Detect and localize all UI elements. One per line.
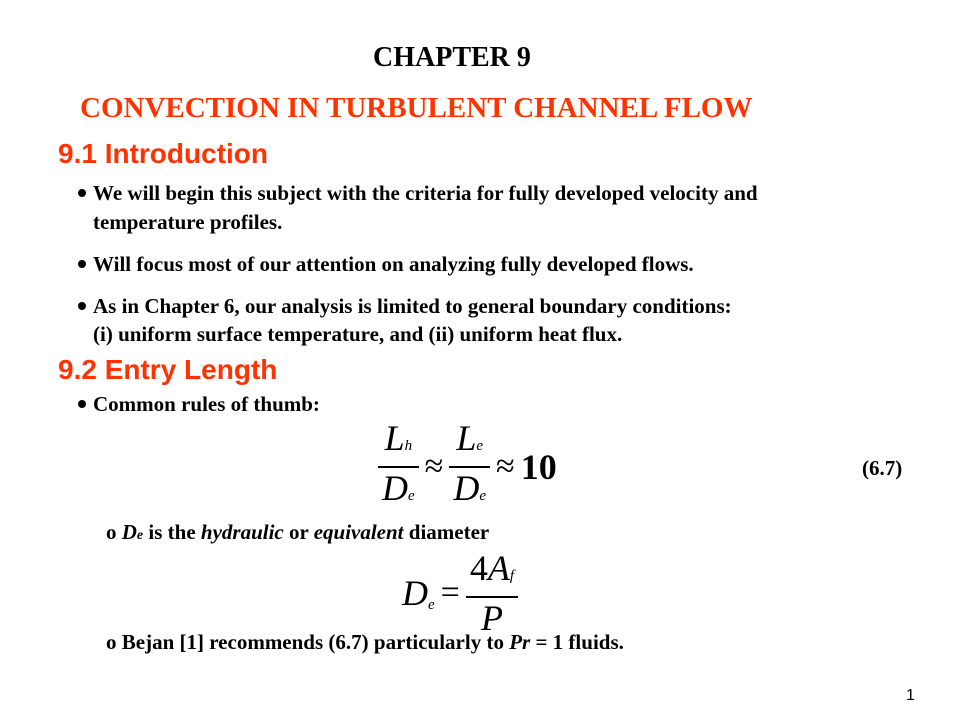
chapter-title: CONVECTION IN TURBULENT CHANNEL FLOW bbox=[80, 92, 753, 124]
section-heading-entry-length: 9.2 Entry Length bbox=[58, 354, 278, 385]
subscript-e: e bbox=[136, 528, 144, 543]
text-equivalent: equivalent bbox=[313, 520, 404, 544]
bullet-item bbox=[78, 294, 732, 319]
text-fragment: or bbox=[283, 520, 314, 544]
bullet-text: Common rules of thumb: bbox=[93, 392, 320, 416]
bullet-continuation: temperature profiles. bbox=[93, 210, 283, 234]
bullet-item bbox=[78, 392, 320, 417]
symbol-D: D bbox=[402, 573, 428, 613]
sub-bullet-marker: o bbox=[106, 520, 117, 544]
approx-sign: ≈ bbox=[496, 448, 515, 485]
bullet-text: We will begin this subject with the criteria for fully developed velocity and bbox=[93, 181, 758, 205]
symbol-L: L bbox=[384, 418, 405, 458]
equation-entry-length bbox=[378, 418, 557, 516]
fraction-le-over-de bbox=[449, 418, 490, 516]
value-ten: 10 bbox=[520, 447, 557, 487]
bullet-dot-icon bbox=[78, 400, 86, 408]
sub-bullet-hydraulic-diameter bbox=[106, 520, 489, 545]
symbol-Pr: Pr bbox=[509, 630, 531, 654]
text-fragment: = 1 fluids. bbox=[530, 630, 624, 654]
section-heading-introduction: 9.1 Introduction bbox=[58, 138, 268, 169]
symbol-A: A bbox=[487, 548, 510, 588]
text-fragment: diameter bbox=[403, 520, 490, 544]
coefficient-4: 4 bbox=[469, 548, 488, 588]
symbol-D: D bbox=[121, 520, 137, 544]
text-fragment: is the bbox=[143, 520, 201, 544]
approx-sign: ≈ bbox=[424, 448, 444, 485]
symbol-D: D bbox=[382, 468, 408, 508]
text-hydraulic: hydraulic bbox=[200, 520, 284, 544]
subscript-e: e bbox=[479, 488, 487, 504]
symbol-L: L bbox=[456, 418, 477, 458]
page-number: 1 bbox=[906, 687, 915, 704]
sub-bullet-bejan bbox=[106, 630, 624, 655]
symbol-D: D bbox=[453, 468, 480, 508]
chapter-heading: CHAPTER 9 bbox=[373, 42, 531, 73]
subscript-f: f bbox=[509, 568, 515, 584]
bullet-dot-icon bbox=[78, 302, 86, 310]
subscript-e: e bbox=[476, 438, 484, 454]
bullet-item bbox=[78, 181, 758, 206]
equation-number: (6.7) bbox=[862, 456, 903, 480]
bullet-text: Will focus most of our attention on analyzing fully developed flows. bbox=[93, 252, 694, 276]
subscript-e: e bbox=[408, 488, 415, 504]
fraction-lh-over-de bbox=[378, 418, 419, 516]
fraction-4af-over-p bbox=[466, 548, 518, 638]
symbol-P: P bbox=[480, 598, 503, 638]
bullet-item bbox=[78, 252, 694, 277]
text-fragment: Bejan [1] recommends (6.7) particularly to bbox=[121, 630, 510, 654]
bullet-dot-icon bbox=[78, 260, 86, 268]
equation-hydraulic-diameter bbox=[402, 548, 518, 638]
sub-bullet-marker: o bbox=[106, 630, 117, 654]
bullet-continuation: (i) uniform surface temperature, and (ii) uniform heat flux. bbox=[93, 322, 623, 346]
subscript-e: e bbox=[428, 596, 435, 613]
equals-sign: = bbox=[440, 574, 460, 611]
bullet-dot-icon bbox=[78, 189, 86, 197]
subscript-h: h bbox=[404, 438, 413, 454]
bullet-text: As in Chapter 6, our analysis is limited to general boundary conditions: bbox=[93, 294, 732, 318]
